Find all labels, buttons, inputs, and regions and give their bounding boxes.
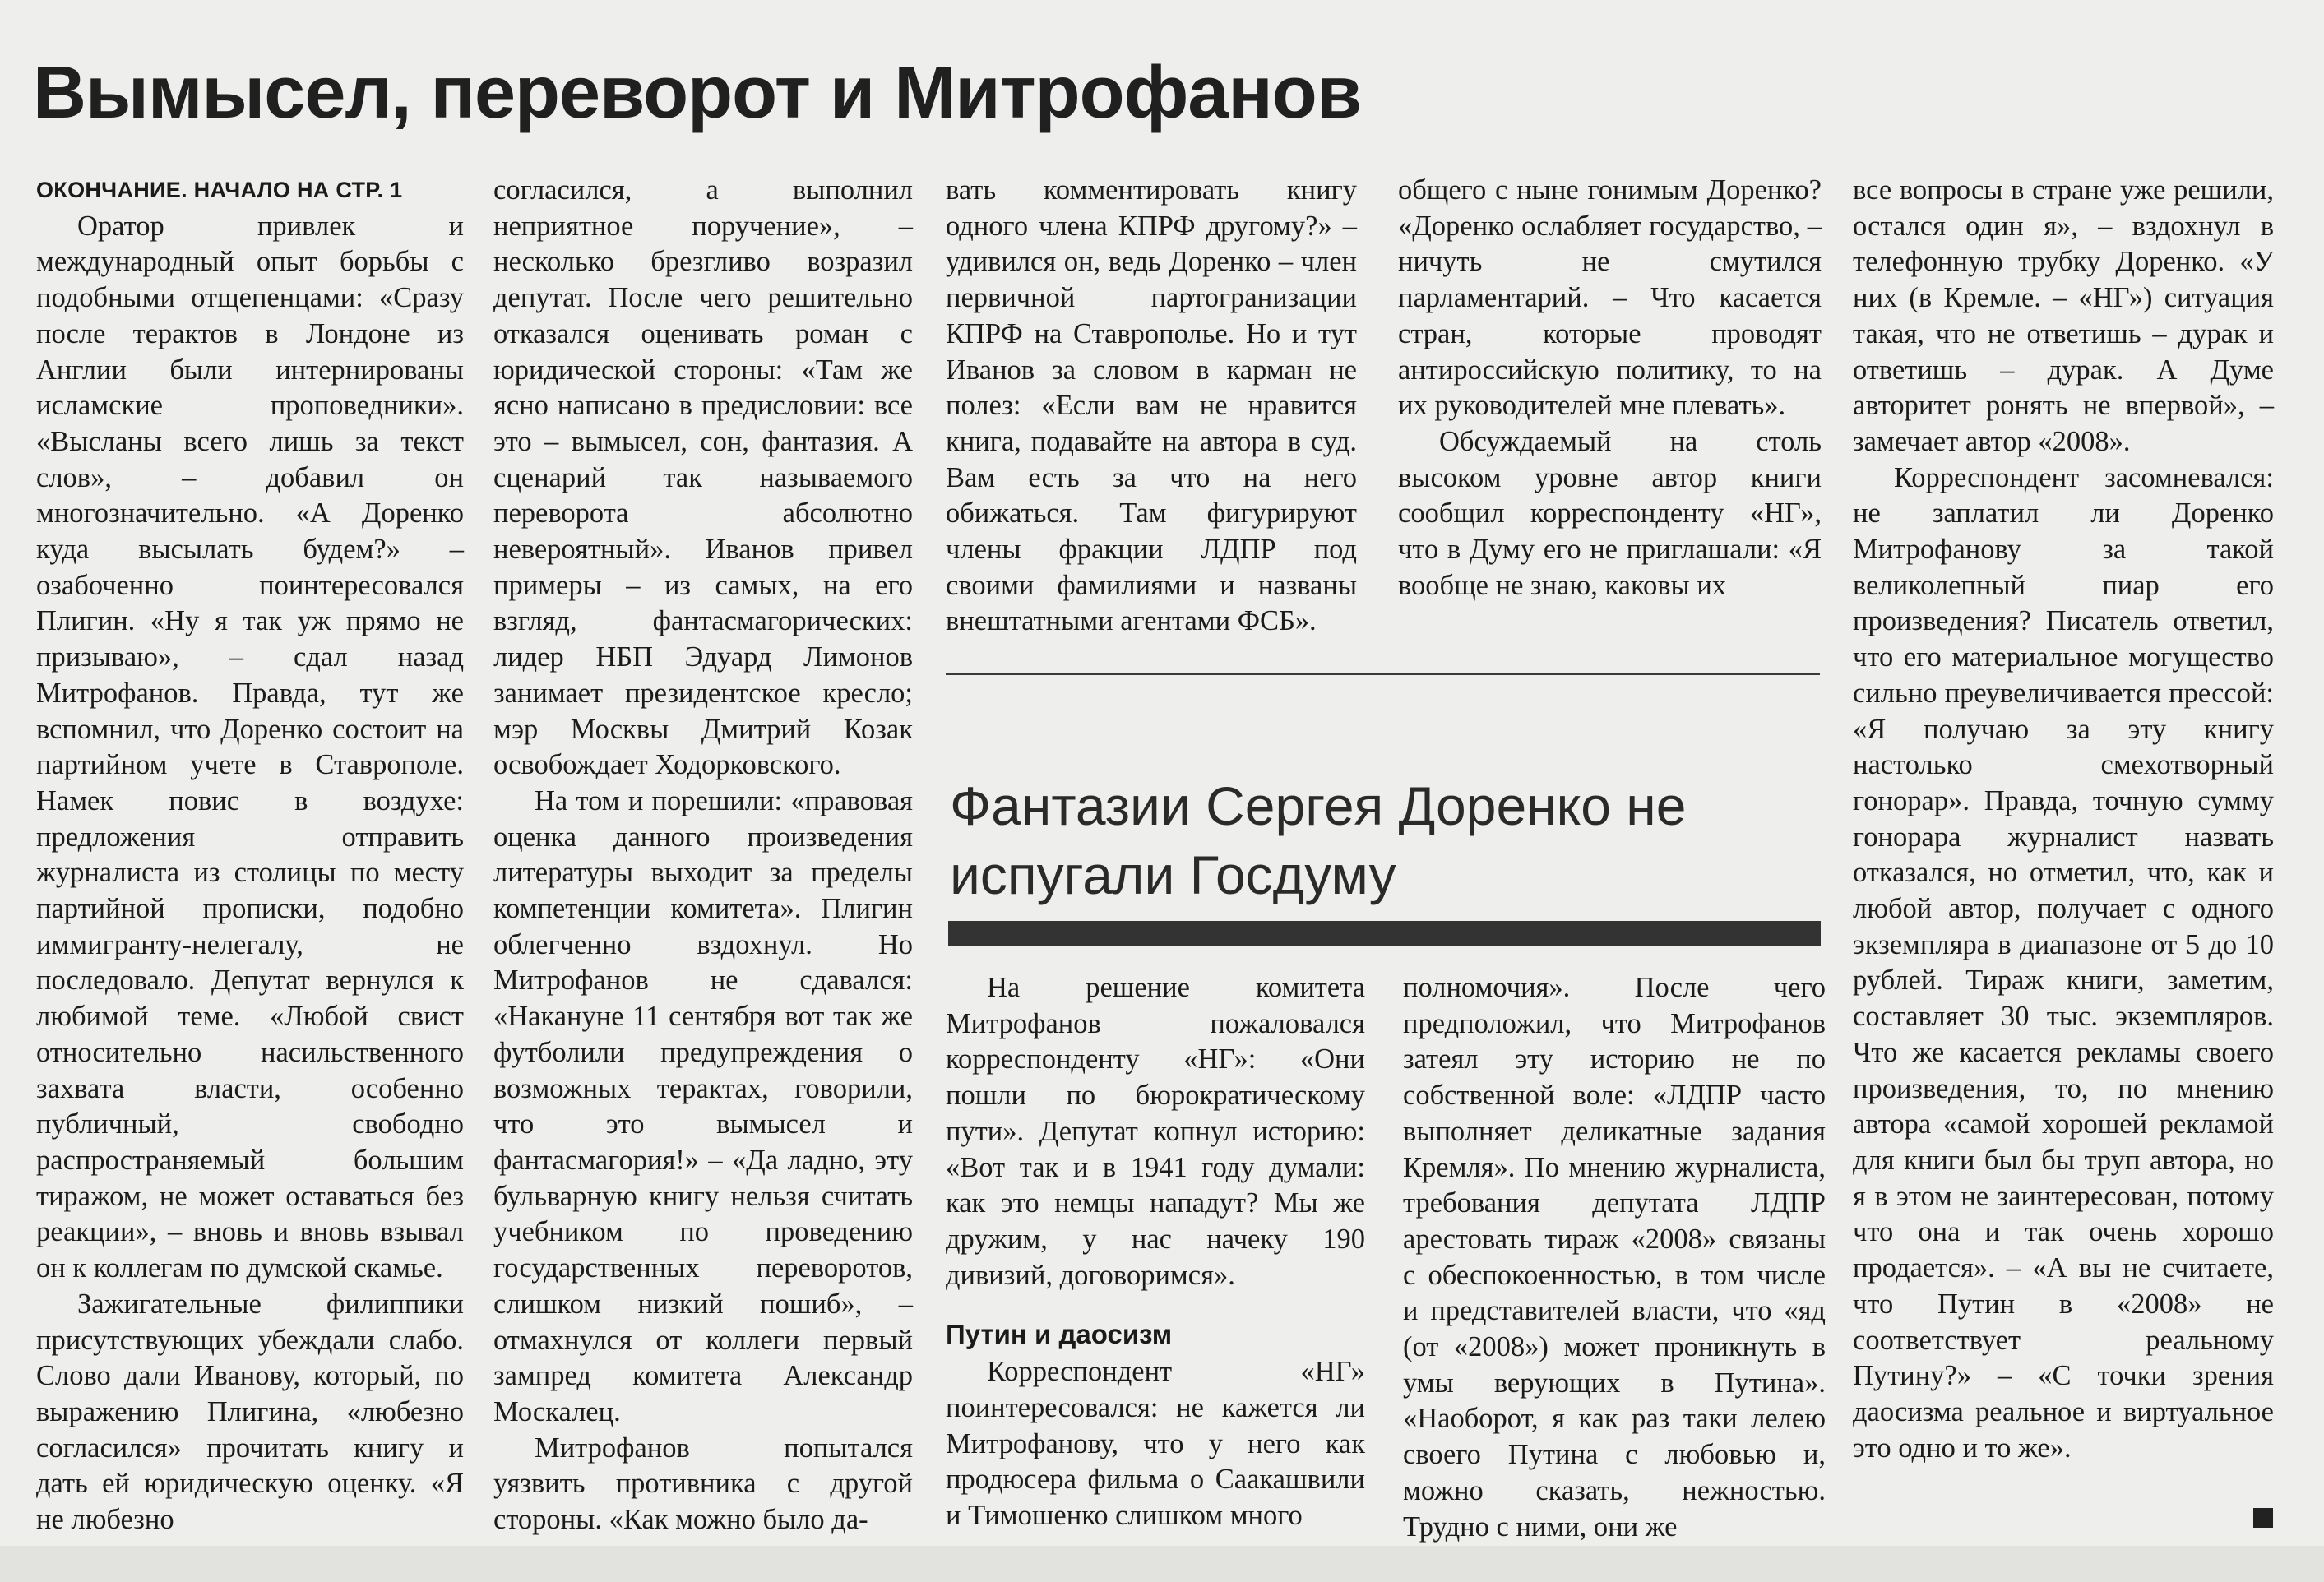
paragraph: все вопросы в стране уже решили, остался один я», – вздохнул в телефонную трубку Доренко. «У них (в Кремле. – «НГ») ситуация такая, что не ответишь – дурак и ответишь – дурак. А Думе авторитет ронять не впервой», – замечает автор «2008». bbox=[1853, 174, 2274, 457]
sub-article-column-right bbox=[1403, 970, 1826, 1545]
paragraph: Оратор привлек и международный опыт борьбы с подобными отщепенцами: «Сразу после терактов в Лондоне из Англии были интернированы исламские проповедники». «Высланы всего лишь за текст слов», – добавил он многозначительно. «А Доренко куда высылать будем?» – озабоченно поинтересовался Плигин. «Ну я так уж прямо не призываю», – сдал назад Митрофанов. Правда, тут же вспомнил, что Доренко состоит на партийном учете в Ставрополе. Намек повис в воздухе: предложения отправить журналиста из столицы по месту партийной прописки, подобно иммигранту-нелегалу, не последовало. Депутат вернулся к любимой теме. «Любой свист относительно насильственного захвата власти, особенно публичный, свободно распространяемый большим тиражом, не может оставаться без реакции», – вновь и вновь взывал он к коллегам по думской скамье. bbox=[36, 210, 464, 1284]
paragraph: Митрофанов попытался уязвить противника с другой стороны. «Как можно было да- bbox=[493, 1432, 913, 1536]
column-2 bbox=[493, 173, 913, 1538]
paragraph: Корреспондент засомневался: не заплатил ли Доренко Митрофанову за такой великолепный пиар его произведения? Писатель ответил, что его материальное могущество сильно преувеличивается прессой: «Я получаю за эту книгу настолько смехотворный гонорар». Правда, точную сумму гонорара журналист назвать отказался, но отметил, что, как и любой автор, получает с одного экземпляра в диапазоне от 5 до 10 рублей. Тираж книги, заметим, составляет 30 тыс. экземпляров. Что же касается рекламы своего произведения, то, по мнению автора «самой хорошей рекламой для книги был бы труп автора, но я в этом не заинтересован, потому что она и так очень хорошо продается». – «А вы не считаете, что Путин в «2008» не соответствует реальному Путину?» – «С точки зрения даосизма реальное и виртуальное это одно и то же». bbox=[1853, 461, 2274, 1464]
end-of-article-mark bbox=[2253, 1508, 2273, 1528]
column-3 bbox=[946, 173, 1357, 640]
paragraph: вать комментировать книгу одного члена КПРФ другому?» – удивился он, ведь Доренко – член первичной партогранизации КПРФ на Ставрополье. Но и тут Иванов за словом в карман не полез: «Если вам не нравится книга, подавайте на автора в суд. Вам есть за что на него обижаться. Там фигурируют члены фракции ЛДПР под своими фамилиями и названы внештатными агентами ФСБ». bbox=[946, 174, 1357, 637]
paragraph: Корреспондент «НГ» поинтересовался: не кажется ли Митрофанову, что у него как продюсера фильма о Саакашвили и Тимошенко слишком много bbox=[946, 1356, 1365, 1532]
paragraph: общего с ныне гонимым Доренко? «Доренко ослабляет государство, – ничуть не смутился парламентарий. – Что касается стран, которые проводят антироссийскую политику, то на их руководителей мне плевать». bbox=[1398, 174, 1822, 422]
section-subheading: Путин и даосизм bbox=[946, 1319, 1173, 1350]
paragraph: На решение комитета Митрофанов пожаловался корреспонденту «НГ»: «Они пошли по бюрократическому пути». Депутат копнул историю: «Вот так и в 1941 году думали: как это немцы нападут? Мы же дружим, у нас начеку 190 дивизий, договоримся». bbox=[946, 972, 1365, 1291]
kicker: ОКОНЧАНИЕ. НАЧАЛО НА СТР. 1 bbox=[36, 178, 403, 202]
column-5 bbox=[1853, 173, 2274, 1466]
sub-article-title: Фантазии Сергея Доренко не испугали Госдуму bbox=[950, 775, 1687, 905]
square-icon bbox=[2253, 1508, 2273, 1528]
divider-rule bbox=[946, 673, 1820, 675]
sub-article-column-left bbox=[946, 970, 1365, 1534]
paragraph: полномочия». После чего предположил, что Митрофанов затеял эту историю не по собственной воле: «ЛДПР часто выполняет деликатные задания Кремля». По мнению журналиста, требования депутата ЛДПР арестовать тираж «2008» связаны с обеспокоенностью, в том числе и представителей власти, что «яд (от «2008») может проникнуть в умы верующих в Путина». «Наоборот, я как раз таки лелею своего Путина с любовью и, можно сказать, нежностью. Трудно с ними, они же bbox=[1403, 972, 1826, 1543]
column-1 bbox=[36, 173, 464, 1538]
paragraph: согласился, а выполнил неприятное поручение», – несколько брезгливо возразил депутат. После чего решительно отказался оценивать роман с юридической стороны: «Там же ясно написано в предисловии: все это – вымысел, сон, фантазия. А сценарий так называемого переворота абсолютно невероятный». Иванов привел примеры – из самых, на его взгляд, фантасмагорических: лидер НБП Эдуард Лимонов занимает президентское кресло; мэр Москвы Дмитрий Козак освобождает Ходорковского. bbox=[493, 174, 913, 781]
divider-bar bbox=[948, 921, 1821, 946]
paragraph: Зажигательные филиппики присутствующих убеждали слабо. Слово дали Иванову, который, по выражению Плигина, «любезно согласился» прочитать книгу и дать ей юридическую оценку. «Я не любезно bbox=[36, 1288, 464, 1536]
column-4 bbox=[1398, 173, 1822, 604]
paragraph: На том и порешили: «правовая оценка данного произведения литературы выходит за пределы компетенции комитета». Плигин облегченно вздохнул. Но Митрофанов не сдавался: «Накануне 11 сентября вот так же футболили предупреждения о возможных терактах, говорили, что это вымысел и фантасмагория!» – «Да ладно, эту бульварную книгу нельзя считать учебником по проведению государственных переворотов, слишком низкий пошиб», – отмахнулся от коллеги первый зампред комитета Александр Москалец. bbox=[493, 784, 913, 1427]
headline: Вымысел, переворот и Митрофанов bbox=[33, 52, 1362, 134]
paragraph: Обсуждаемый на столь высоком уровне автор книги сообщил корреспонденту «НГ», что в Думу его не приглашали: «Я вообще не знаю, каковы их bbox=[1398, 425, 1822, 601]
page-edge bbox=[0, 1546, 2324, 1582]
